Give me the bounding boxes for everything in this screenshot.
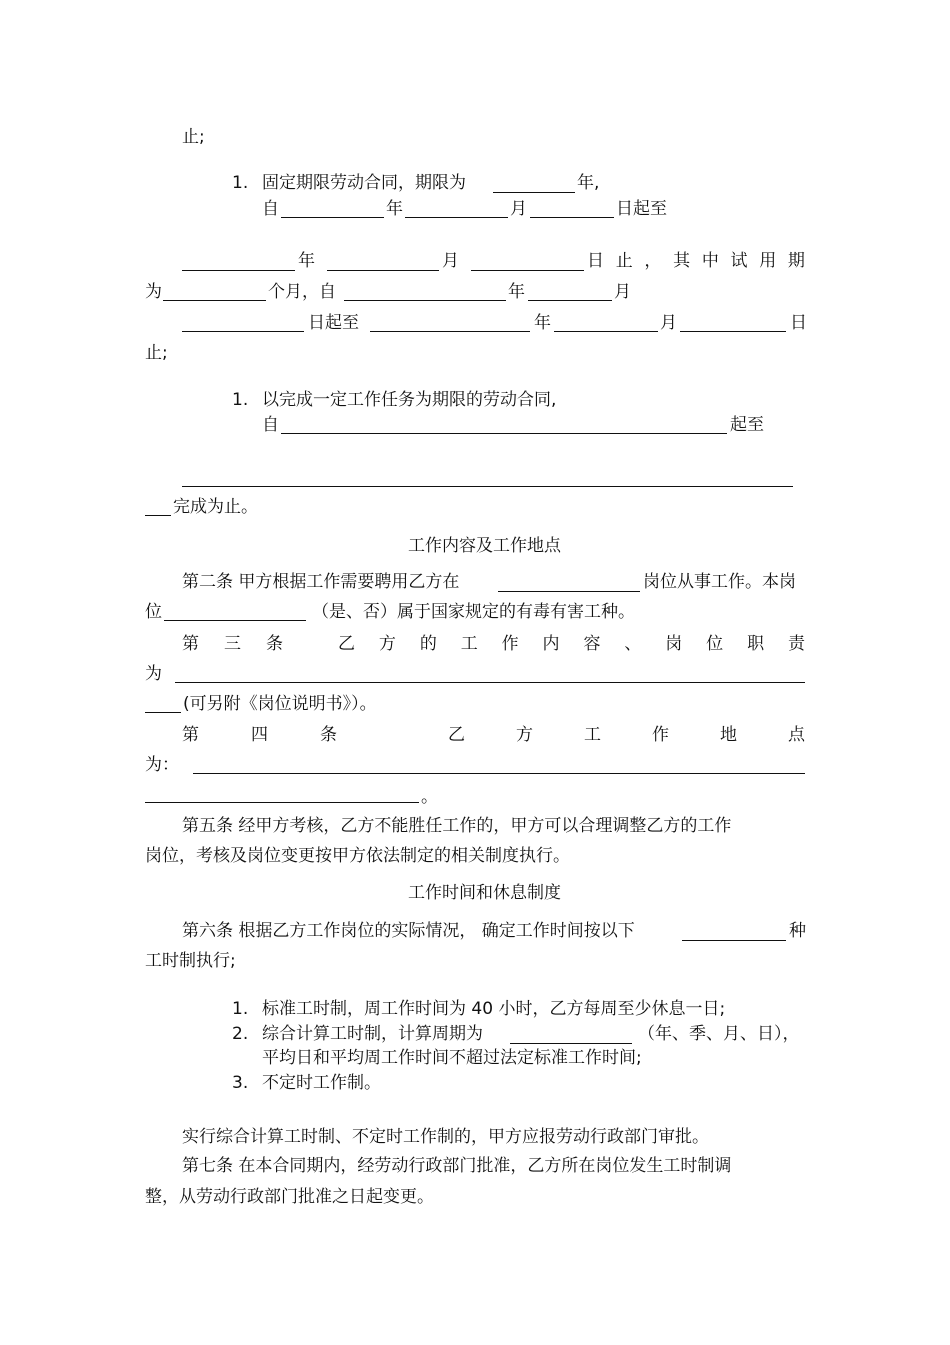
art4-char: 乙: [448, 725, 465, 745]
art6-line2: 工时制执行;: [145, 951, 236, 971]
probation-months-blank[interactable]: [163, 300, 266, 301]
art7-line1: 第七条 在本合同期内，经劳动行政部门批准，乙方所在岗位发生工时制调: [182, 1156, 732, 1176]
art3-wei: 为: [145, 664, 162, 684]
work-hours-type-blank[interactable]: [682, 940, 786, 941]
art6-line1-b: 种: [789, 921, 806, 941]
row5-zhi: 止;: [145, 343, 168, 363]
art3-char: 、: [624, 634, 642, 654]
art3-char: 内: [542, 634, 560, 654]
art4-char: 四: [251, 725, 268, 745]
art3-char: 的: [419, 634, 437, 654]
task-end-blank-tail[interactable]: [145, 515, 171, 516]
row2-char: 中: [701, 251, 719, 271]
item2-number: 1.: [232, 390, 249, 410]
end-day-blank[interactable]: [471, 270, 584, 271]
term-years-blank[interactable]: [493, 192, 575, 193]
art3-char: 位: [706, 634, 724, 654]
task-start-blank[interactable]: [281, 433, 727, 434]
start-year-blank[interactable]: [281, 217, 384, 218]
probation-end-month-blank[interactable]: [554, 331, 658, 332]
art3-char: 作: [501, 634, 519, 654]
art7-line2: 整，从劳动行政部门批准之日起变更。: [145, 1187, 434, 1207]
art3-char: 三: [224, 634, 241, 654]
row3-month: 月: [614, 282, 631, 302]
section-title-work-content: 工作内容及工作地点: [408, 536, 561, 556]
end-month-blank[interactable]: [327, 270, 439, 271]
art2-line1-b: 岗位从事工作。本岗: [643, 572, 796, 592]
item2-to: 起至: [730, 415, 764, 435]
approval-text: 实行综合计算工时制、不定时工作制的，甲方应报劳动行政部门审批。: [182, 1127, 709, 1147]
art4-char: 第: [182, 725, 199, 745]
art4-char: 作: [652, 725, 669, 745]
list-number: 2.: [232, 1024, 249, 1044]
item1-label: 固定期限劳动合同，期限为: [262, 173, 466, 193]
row2-char: 期: [787, 251, 805, 271]
art4-char: 工: [584, 725, 601, 745]
item1-y: 年: [386, 199, 403, 219]
position-blank[interactable]: [498, 591, 640, 592]
art2-line1-a: 第二条 甲方根据工作需要聘用乙方在: [182, 572, 460, 592]
zhi-line-top: 止;: [182, 127, 205, 147]
work-location-blank[interactable]: [193, 773, 805, 774]
section-title-work-hours: 工作时间和休息制度: [408, 883, 561, 903]
hazard-yes-no-blank[interactable]: [164, 620, 306, 621]
art5-line2: 岗位，考核及岗位变更按甲方依法制定的相关制度执行。: [145, 846, 570, 866]
work-location-blank-2[interactable]: [145, 802, 419, 803]
art3-char: 方: [378, 634, 396, 654]
list-item-comprehensive: 综合计算工时制，计算周期为: [262, 1024, 483, 1044]
art3-spaced-text: [338, 633, 805, 655]
art2-line2-b: （是、否）属于国家规定的有毒有害工种。: [312, 602, 635, 622]
art3-note: (可另附《岗位说明书》）。: [183, 694, 377, 714]
job-duties-blank[interactable]: [175, 682, 805, 683]
probation-start-day-blank[interactable]: [182, 331, 304, 332]
art2-line2-a: 位: [145, 602, 162, 622]
list-item-comprehensive-note: 平均日和平均周工作时间不超过法定标准工作时间;: [262, 1048, 642, 1068]
row2-month: 月: [442, 251, 459, 271]
art4-char: 方: [516, 725, 533, 745]
row3-months: 个月，自: [268, 282, 336, 302]
art4-char: 条: [320, 725, 337, 745]
task-end-blank[interactable]: [182, 486, 793, 487]
row2-char: 日: [587, 251, 604, 271]
row4-day: 日: [790, 313, 807, 333]
list-number: 3.: [232, 1073, 249, 1093]
row2-char: 试: [730, 251, 748, 271]
art3-char: 容: [583, 634, 601, 654]
art4-spaced-text: [448, 724, 805, 746]
probation-start-month-blank[interactable]: [528, 300, 612, 301]
art3-char: 工: [460, 634, 478, 654]
item1-number: 1.: [232, 173, 249, 193]
probation-end-day-blank[interactable]: [680, 331, 786, 332]
list-number: 1.: [232, 999, 249, 1019]
complete-text: 完成为止。: [173, 497, 258, 517]
row4-year: 年: [534, 313, 551, 333]
probation-end-year-blank[interactable]: [370, 331, 530, 332]
row4-month: 月: [660, 313, 677, 333]
row3-wei: 为: [145, 282, 162, 302]
art3-char: 第: [182, 634, 199, 654]
item1-m: 月: [510, 199, 527, 219]
item1-from: 自: [262, 199, 279, 219]
end-year-blank[interactable]: [182, 270, 295, 271]
art3-char: 职: [747, 634, 765, 654]
row2-char: 用: [759, 251, 777, 271]
art4-char: 点: [788, 725, 805, 745]
art4-wei: 为：: [145, 755, 179, 775]
list-item-flexible: 不定时工作制。: [262, 1073, 381, 1093]
item2-label: 以完成一定工作任务为期限的劳动合同,: [262, 390, 557, 410]
item2-from: 自: [262, 415, 279, 435]
art3-heading: [182, 633, 283, 655]
probation-start-year-blank[interactable]: [344, 300, 506, 301]
art4-char: 地: [720, 725, 737, 745]
art3-char: 岗: [665, 634, 683, 654]
art3-char: 责: [787, 634, 805, 654]
start-month-blank[interactable]: [405, 217, 508, 218]
art3-char: 条: [266, 634, 283, 654]
row2-year: 年: [298, 251, 315, 271]
art3-char: 乙: [338, 634, 355, 654]
start-day-blank[interactable]: [530, 217, 614, 218]
row2-char: ，: [644, 251, 662, 271]
job-duties-blank-tail[interactable]: [145, 712, 181, 713]
row2-char: 其: [673, 251, 691, 271]
art5-line1: 第五条 经甲方考核，乙方不能胜任工作的，甲方可以合理调整乙方的工作: [182, 816, 732, 836]
calc-period-blank[interactable]: [510, 1043, 632, 1044]
item1-year: 年,: [577, 173, 600, 193]
list-item-standard: 标准工时制，周工作时间为 40 小时，乙方每周至少休息一日;: [262, 999, 726, 1019]
item1-day-from: 日起至: [616, 199, 667, 219]
list-item-comprehensive-period: （年、季、月、日），: [638, 1024, 800, 1044]
art6-line1-a: 第六条 根据乙方工作岗位的实际情况， 确定工作时间按以下: [182, 921, 635, 941]
row2-char: 止: [615, 251, 633, 271]
art4-heading: [182, 724, 337, 746]
row3-year: 年: [508, 282, 525, 302]
row4-day-from: 日起至: [308, 313, 359, 333]
art4-end: 。: [421, 787, 438, 807]
row2-spaced-text: [587, 250, 805, 272]
